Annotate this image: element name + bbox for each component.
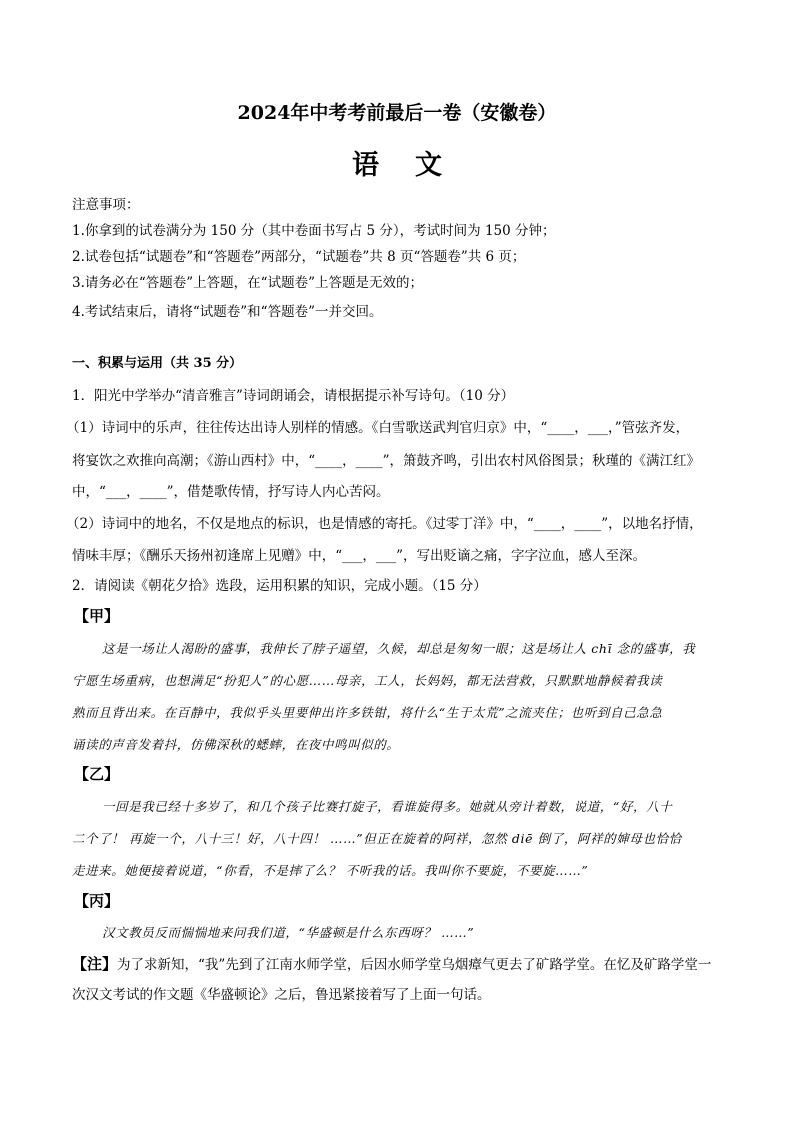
passage-jia-line: 宁愿生场重病，也想满足“扮犯人”的心愿……母亲，工人，长妈妈，都无法营救，只默默地静候着我读: [72, 673, 663, 688]
question-1-part-1-line: 将宴饮之欢推向高潮；《游山西村》中，“____，____”，箫鼓齐鸣，引出农村风俗图景；秋瑾的《满江红》: [72, 453, 701, 469]
passage-label-yi: 【乙】: [74, 765, 120, 783]
note-label: 【注】: [72, 955, 118, 973]
exam-title: 2024年中考考前最后一卷（安徽卷）: [237, 102, 557, 124]
passage-jia-line: 熟而且背出来。在百静中，我似乎头里要伸出许多铁钳，将什么“生于太荒”之流夹住；也听到自己急急: [72, 705, 663, 720]
question-1-part-1-line: 中，“___，____”，借楚歌传情，抒写诗人内心苦闷。: [72, 484, 390, 500]
passage-jia-line: 诵读的声音发着抖，仿佛深秋的蟋蟀，在夜中鸣叫似的。: [72, 737, 400, 752]
question-1-part-2-line: 情味丰厚；《酬乐天扬州初逢席上见赠》中，“___，___”，写出贬谪之痛，字字泣血，感人至深。: [72, 548, 647, 564]
passage-label-bing: 【丙】: [74, 892, 120, 910]
question-2-stem: 2．请阅读《朝花夕拾》选段，运用积累的知识，完成小题。（15 分）: [72, 578, 487, 594]
notice-item: 2.试卷包括“试题卷”和“答题卷”两部分，“试题卷”共 8 页“答题卷”共 6 页；: [72, 249, 526, 265]
section-heading: 一、积累与运用（共 35 分）: [72, 356, 243, 371]
passage-jia-line: 这是一场让人渴盼的盛事，我伸长了脖子遥望，久候，却总是匆匆一眼；这是场让人 chī 念的盛事，我: [102, 641, 696, 656]
notice-item: 1.你拿到的试卷满分为 150 分（其中卷面书写占 5 分），考试时间为 150 分钟；: [72, 223, 556, 239]
passage-bing-line: 汉文教员反而惴惴地来问我们道，“华盛顿是什么东西呀？ ……”: [102, 925, 475, 940]
passage-yi-line: 走进来。她便接着说道，“你看，不是摔了么？ 不听我的话。我叫你不要旋，不要旋……”: [72, 863, 589, 878]
note-line: 次汉文考试的作文题《华盛顿论》之后，鲁迅紧接着写了上面一句话。: [72, 987, 491, 1003]
question-1-part-1-line: （1）诗词中的乐声，往往传达出诗人别样的情感。《白雪歌送武判官归京》中，“____，___，”管弦齐发，: [66, 420, 690, 436]
passage-yi-line: 二个了！ 再旋一个，八十三！好，八十四！ ……”但正在旋着的阿祥，忽然 diē 倒了，阿祥的婶母也恰恰: [72, 831, 682, 846]
notice-item: 4.考试结束后，请将“试题卷”和“答题卷”一并交回。: [72, 304, 383, 320]
notice-item: 3.请务必在“答题卷”上答题，在“试题卷”上答题是无效的；: [72, 275, 423, 291]
subject-title: 语文: [352, 150, 478, 181]
passage-yi-line: 一回是我已经十多岁了，和几个孩子比赛打旋子，看谁旋得多。她就从旁计着数，说道，“好，八十: [102, 799, 673, 814]
notice-heading: 注意事项：: [72, 197, 140, 213]
question-1-stem: 1．阳光中学举办“清音雅言”诗词朗诵会，请根据提示补写诗句。（10 分）: [72, 388, 515, 404]
note-line: 为了求新知，“我”先到了江南水师学堂，后因水师学堂乌烟瘴气更去了矿路学堂。在忆及矿路学堂一: [117, 957, 712, 973]
question-1-part-2-line: （2）诗词中的地名，不仅是地点的标识，也是情感的寄托。《过零丁洋》中，“____，____”，以地名抒情，: [66, 516, 703, 532]
passage-label-jia: 【甲】: [74, 607, 120, 625]
